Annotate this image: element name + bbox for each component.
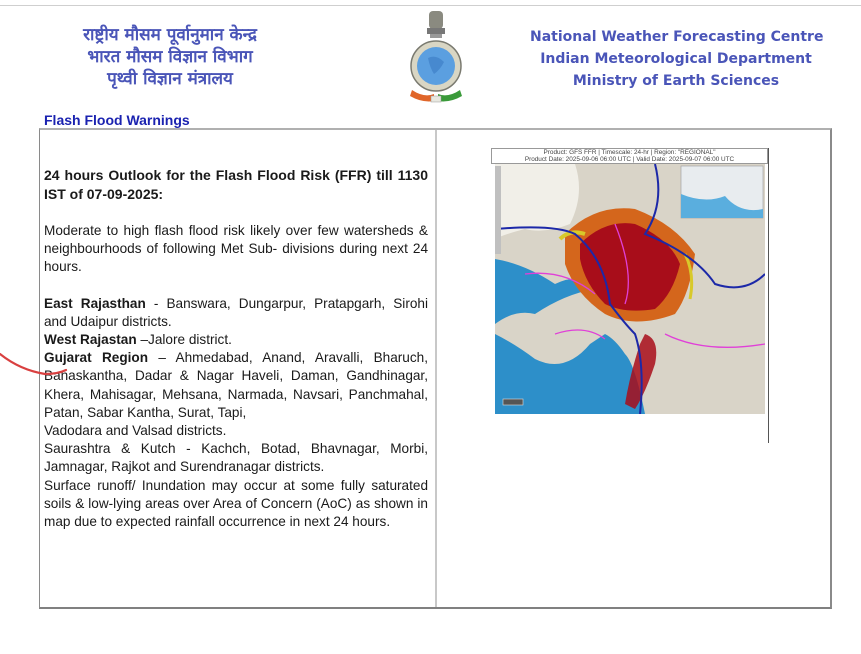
region-name: East Rajasthan — [44, 295, 146, 311]
map-header-line-1: Product: GFS FFR | Timescale: 24-hr | Region: "REGIONAL" — [543, 149, 716, 156]
red-pen-annotation — [0, 352, 70, 382]
line-surface-runoff: Surface runoff/ Inundation may occur at some fully saturated soils & low-lying areas over Area of Concern (AoC) as shown in map due to expected rainfall occurrence in next 24 hours. — [44, 477, 428, 530]
english-line-2: Indian Meteorological Department — [540, 51, 812, 67]
outlook-heading: 24 hours Outlook for the Flash Flood Risk (FFR) till 1130 IST of 07-09-2025: — [44, 167, 428, 202]
hindi-line-3: पृथ्वी विज्ञान मंत्रालय — [107, 69, 233, 89]
line-vadodara: Vadodara and Valsad districts. — [44, 423, 227, 439]
column-divider — [435, 130, 437, 607]
top-divider — [0, 5, 861, 6]
ffr-map-image — [495, 164, 765, 414]
map-header — [491, 148, 768, 164]
region-name: Gujarat Region — [44, 350, 149, 366]
region-districts: Banswara, Dungarpur, Pratapgarh, Sirohi and Udaipur districts. — [44, 295, 428, 329]
region-sep: – — [148, 350, 176, 366]
region-districts: Jalore district. — [148, 332, 232, 348]
english-line-3: Ministry of Earth Sciences — [572, 73, 780, 89]
ffr-map-panel — [491, 148, 769, 443]
region-gujarat — [44, 349, 428, 422]
hindi-header — [40, 24, 300, 90]
region-districts: Ahmedabad, Anand, Aravalli, Bharuch, Banaskantha, Dadar & Nagar Haveli, Daman, Gandhinagar, Khera, Mahisagar, Mehsana, Narmada, Navsari, Panchmahal, Patan, Sabar Kantha, Surat, Tapi, — [44, 350, 429, 420]
english-header — [530, 26, 822, 92]
region-west-rajasthan — [44, 331, 428, 349]
line-saurashtra: Saurashtra & Kutch - Kachch, Botad, Bhavnagar, Morbi, Jamnagar, Rajkot and Surendranagar districts. — [44, 441, 428, 475]
region-name: West Rajastan — [44, 332, 137, 348]
region-sep: – — [136, 332, 149, 348]
hindi-line-2: भारत मौसम विज्ञान विभाग — [87, 47, 253, 67]
warning-table — [39, 128, 832, 609]
outlook-text-cell — [44, 166, 428, 531]
map-header-line-2: Product Date: 2025-09-06 06:00 UTC | Valid Date: 2025-09-07 06:00 UTC — [524, 156, 735, 163]
imd-emblem-icon — [406, 8, 466, 106]
outlook-intro: Moderate to high flash flood risk likely over few watersheds & neighbourhoods of following Met Sub- divisions during next 24 hours. — [44, 223, 428, 275]
english-line-1: National Weather Forecasting Centre — [530, 29, 824, 45]
region-sep: - — [145, 295, 167, 311]
section-title: Flash Flood Warnings — [44, 112, 190, 128]
hindi-line-1: राष्ट्रीय मौसम पूर्वानुमान केन्द्र — [83, 25, 257, 45]
region-east-rajasthan — [44, 295, 428, 331]
